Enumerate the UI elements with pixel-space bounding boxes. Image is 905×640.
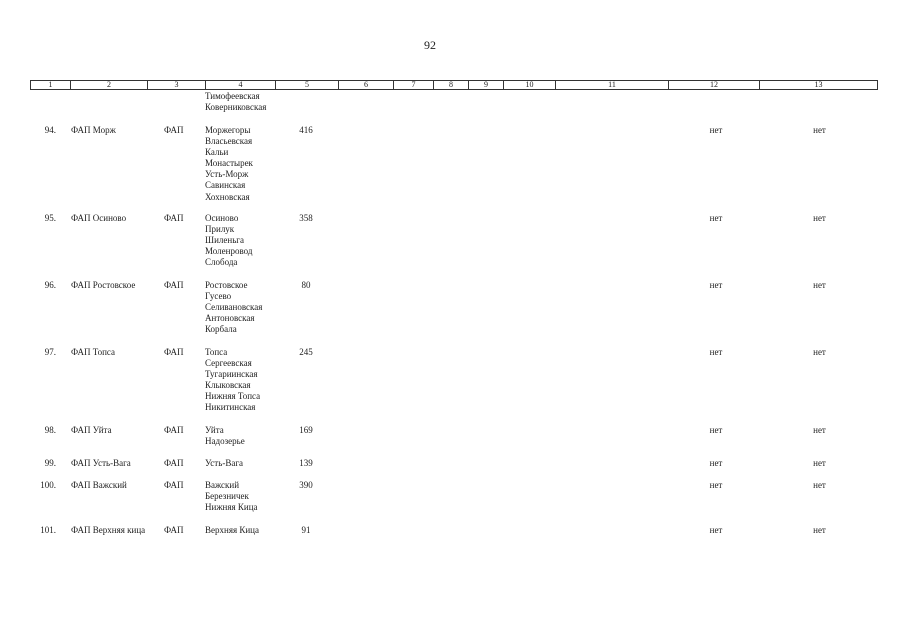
facility-name: ФАП Топса: [71, 347, 116, 357]
col13-value: нет: [813, 347, 826, 357]
population-value: 91: [301, 525, 311, 535]
row-number: 97.: [44, 347, 56, 357]
facility-name: ФАП Верхняя кица: [71, 525, 146, 535]
facility-type: ФАП: [164, 125, 184, 135]
col13-value: нет: [813, 458, 826, 468]
facility-type: ФАП: [164, 480, 184, 490]
village-name: Уйта: [205, 425, 224, 435]
village-name: Усть-Вага: [205, 458, 244, 468]
villages-cell: [205, 91, 266, 113]
header-cell: 9: [469, 81, 504, 90]
village-name: Моленровод: [205, 246, 253, 257]
header-cell: 6: [339, 81, 394, 90]
col13-value: нет: [813, 480, 826, 490]
population-value: 416: [299, 125, 313, 135]
col12-value: нет: [709, 458, 723, 468]
village-name: Савинская: [205, 180, 246, 191]
facility-type: ФАП: [164, 425, 184, 435]
villages-cell: [205, 280, 262, 335]
village-name: Никитинская: [205, 402, 256, 413]
row-number: 99.: [44, 458, 56, 468]
villages-cell: [205, 458, 243, 469]
population-value: 358: [299, 213, 313, 223]
row-number: 98.: [44, 425, 56, 435]
header-cell: 3: [148, 81, 206, 90]
header-cell: 2: [71, 81, 148, 90]
village-name: Монастырек: [205, 158, 253, 169]
col12-value: нет: [709, 425, 723, 435]
facility-name: ФАП Морж: [71, 125, 116, 135]
village-name: Усть-Морж: [205, 169, 249, 180]
villages-cell: [205, 213, 252, 268]
population-value: 169: [299, 425, 313, 435]
village-name: Нижняя Кица: [205, 502, 258, 513]
village-name: Моржегоры: [205, 125, 251, 135]
village-name: Коверниковская: [205, 102, 267, 113]
village-name: Клыковская: [205, 380, 251, 391]
col13-value: нет: [813, 125, 826, 135]
village-name: Надозерье: [205, 436, 245, 447]
facility-name: ФАП Важский: [71, 480, 127, 490]
facility-type: ФАП: [164, 213, 184, 223]
villages-cell: [205, 425, 245, 447]
col12-value: нет: [709, 280, 723, 290]
village-name: Верхняя Кица: [205, 525, 259, 535]
row-number: 95.: [44, 213, 56, 223]
village-name: Березничек: [205, 491, 249, 502]
col13-value: нет: [813, 213, 826, 223]
facility-name: ФАП Осиново: [71, 213, 127, 223]
village-name: Тимофеевская: [205, 91, 260, 101]
village-name: Кальи: [205, 147, 229, 158]
village-name: Власьевская: [205, 136, 253, 147]
village-name: Антоновская: [205, 313, 255, 324]
row-number: 101.: [40, 525, 56, 535]
row-number: 96.: [44, 280, 56, 290]
header-cell: 13: [760, 81, 878, 90]
village-name: Корбала: [205, 324, 237, 335]
col12-value: нет: [709, 480, 723, 490]
header-cell: 8: [434, 81, 469, 90]
village-name: Сергеевская: [205, 358, 252, 369]
villages-cell: [205, 525, 259, 536]
village-name: Гусево: [205, 291, 232, 302]
header-cell: 10: [504, 81, 556, 90]
col12-value: нет: [709, 525, 723, 535]
village-name: Шиленьга: [205, 235, 244, 246]
facility-type: ФАП: [164, 458, 184, 468]
facility-type: ФАП: [164, 525, 184, 535]
village-name: Тугариинская: [205, 369, 258, 380]
col12-value: нет: [709, 347, 723, 357]
village-name: Хохновская: [205, 191, 250, 202]
col12-value: нет: [709, 125, 723, 135]
village-name: Осиново: [205, 213, 239, 223]
village-name: Ростовское: [205, 280, 248, 290]
row-number: 94.: [44, 125, 56, 135]
facility-type: ФАП: [164, 280, 184, 290]
village-name: Селивановская: [205, 302, 263, 313]
population-value: 80: [301, 280, 311, 290]
header-cell: 4: [206, 81, 276, 90]
village-name: Важский: [205, 480, 240, 490]
village-name: Слобода: [205, 257, 238, 268]
village-name: Прилук: [205, 224, 235, 235]
facility-name: ФАП Ростовское: [71, 280, 136, 290]
facility-name: ФАП Усть-Вага: [71, 458, 131, 468]
village-name: Нижняя Топса: [205, 391, 261, 402]
header-cell: 11: [556, 81, 669, 90]
column-number-header: [30, 80, 878, 90]
header-cell: 1: [31, 81, 71, 90]
villages-cell: [205, 480, 258, 513]
row-number: 100.: [40, 480, 56, 490]
village-name: Топса: [205, 347, 228, 357]
page-number: 92: [424, 38, 436, 52]
col13-value: нет: [813, 525, 826, 535]
population-value: 139: [299, 458, 313, 468]
col13-value: нет: [813, 280, 826, 290]
col13-value: нет: [813, 425, 826, 435]
villages-cell: [205, 347, 260, 414]
villages-cell: [205, 125, 253, 203]
population-value: 390: [299, 480, 313, 490]
facility-type: ФАП: [164, 347, 184, 357]
col12-value: нет: [709, 213, 723, 223]
population-value: 245: [299, 347, 313, 357]
header-cell: 5: [276, 81, 339, 90]
facility-name: ФАП Уйта: [71, 425, 112, 435]
header-cell: 7: [394, 81, 434, 90]
header-cell: 12: [669, 81, 760, 90]
